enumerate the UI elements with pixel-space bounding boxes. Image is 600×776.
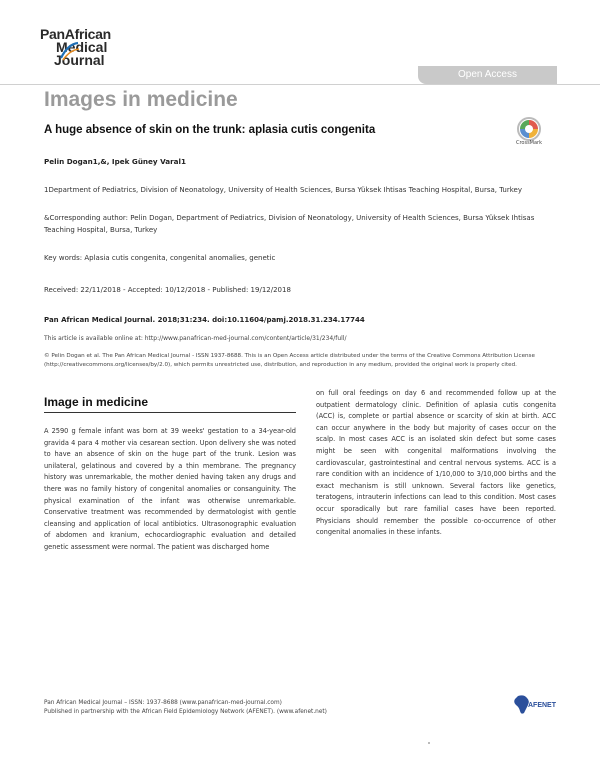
article-title: A huge absence of skin on the trunk: aplasia cutis congenita (44, 124, 376, 136)
logo-line-3: Journal (54, 52, 105, 68)
heading-underline (44, 412, 296, 413)
afenet-label: AFENET (528, 702, 556, 709)
logo-line-1: PanAfrican (40, 26, 111, 42)
crossmark-icon[interactable] (516, 116, 542, 142)
image-heading: Image in medicine (44, 395, 149, 409)
affiliation-1: 1Department of Pediatrics, Division of Neonatology, University of Health Sciences, Bursa Yüksek Ihtisas Teaching Hospital, Bursa, Turkey (44, 186, 522, 194)
section-title: Images in medicine (44, 88, 238, 111)
footer-line-2: Published in partnership with the African Field Epidemiology Network (AFENET). (www.afenet.net) (44, 708, 327, 715)
header-divider (0, 84, 600, 85)
corresponding-author: &Corresponding author: Pelin Dogan, Department of Pediatrics, Division of Neonatology, University of Health Sciences, Bursa Yüksek Ihtisas Teaching Hospital, Bursa, Turkey (44, 214, 535, 234)
body-column-1: A 2590 g female infant was born at 39 weeks' gestation to a 34-year-old gravida 4 para 4 mother via cesarean section. Upon delivery she was noted to have an absence of skin on the huge part of the trunk. Lesion was unilateral, gelatinous and covered by a thin membrane. The pregnancy history was unremarkable, the mother denied having taken any drugs and there was no family history of congenital anomalies or consanguinity. The physical examination of the infant was otherwise unremarkable. Conservative treatment was recommended by dermatologist with gentle cleansing and application of local antibiotics. Ultrasonographic evaluation of abdomen and kranium, echocardiographic evaluation and detailed genetic assessment were normal. The patient was discharged home (44, 427, 296, 551)
logo-line-2: Medical (56, 39, 108, 55)
publication-dates: Received: 22/11/2018 - Accepted: 10/12/2018 - Published: 19/12/2018 (44, 286, 291, 294)
page-dot (428, 742, 430, 744)
license-text: © Pelin Dogan et al. The Pan African Medical Journal - ISSN 1937-8688. This is an Open Access article distributed under the terms of the Creative Commons Attribution License (http://creativecommons.org/licenses/by/2.0), which permits unrestricted use, distribution, and reproduction in any medium, provided the original work is properly cited. (44, 353, 535, 368)
crossmark-label: CrossMark (515, 140, 543, 146)
footer-line-1: Pan African Medical Journal – ISSN: 1937-8688 (www.panafrican-med-journal.com) (44, 700, 282, 706)
journal-logo (40, 28, 111, 67)
footer (44, 699, 327, 716)
afenet-logo-icon (510, 693, 556, 719)
open-access-badge: Open Access (418, 66, 557, 84)
logo-swoosh-icon (58, 40, 80, 62)
citation: Pan African Medical Journal. 2018;31:234. doi:10.11604/pamj.2018.31.234.17744 (44, 316, 365, 324)
availability-link[interactable]: This article is available online at: http://www.panafrican-med-journal.com/content/article/31/234/full/ (44, 335, 347, 342)
authors: Pelin Dogan1,&, Ipek Güney Varal1 (44, 157, 186, 166)
body-column-2: on full oral feedings on day 6 and recommended follow up at the outpatient dermatology clinic. Definition of aplasia cutis congenita (ACC) is, complete or partial absence or scarcity of skin at birth. ACC can occur anywhere in the body but majority of cases occur on the scalp. In most cases ACC is an isolated skin defect but some cases might be seen with congenital malformations involving the cardiovascular, gastrointestinal and central nervous systems. ACC is a rare condition with an incidence of 1/10,000 to 3/10,000 births and the exact mechanism is still unknown. Several factors like genetics, teratogens, intrauterin infections can lead to this condition. Most cases occur sporadically but rare familial cases have been reported. Physicians should remember the possible co-occurrence of other congenital anomalies in these infants. (316, 389, 556, 537)
keywords: Key words: Aplasia cutis congenita, congenital anomalies, genetic (44, 254, 276, 262)
